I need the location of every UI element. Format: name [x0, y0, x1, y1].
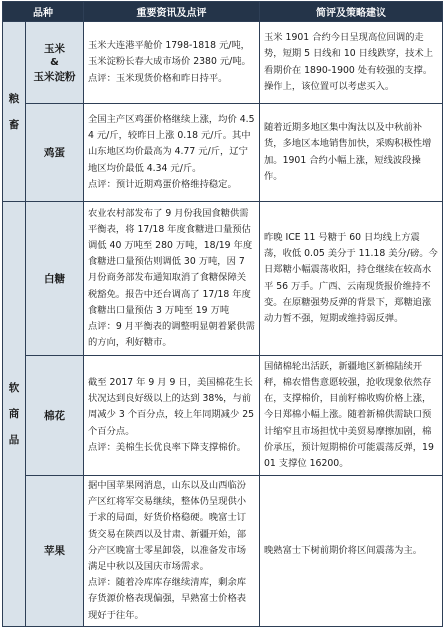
variety-corn: 玉米 & 玉米淀粉	[26, 22, 84, 104]
news-corn: 玉米大连港平舱价 1798-1818 元/吨，玉米淀粉长春大成市场价 2380 元/吨。 点评：玉米现货价格和昨日持平。	[84, 22, 260, 104]
header-advice: 简评及策略建议	[260, 2, 443, 22]
header-news: 重要资讯及点评	[84, 2, 260, 22]
news-egg: 全国主产区鸡蛋价格继续上涨，均价 4.54 元/斤，较昨日上涨 0.18 元/斤。其中山东地区均价最高为 4.77 元/斤，辽宁地区均价最低 4.34 元/斤。 点评：预计近期鸡蛋价格维持稳定。	[84, 104, 260, 202]
variety-cotton: 棉花	[26, 356, 84, 476]
table-row-sugar	[3, 202, 443, 356]
table-row-egg	[3, 104, 443, 202]
table-row-apple	[3, 476, 443, 627]
advice-egg: 随着近期多地区集中淘汰以及中秋前补货，多地区本地销售加快，采购积极性增加。1901 合约小幅上涨，短线波段操作。	[260, 104, 443, 202]
advice-apple: 晚熟富士下树前期价将区间震荡为主。	[260, 476, 443, 627]
variety-apple: 苹果	[26, 476, 84, 627]
variety-egg: 鸡蛋	[26, 104, 84, 202]
commodity-report-table	[2, 1, 443, 627]
news-apple: 据中国苹果网消息，山东以及山西临汾产区红将军交易继续，整体仍呈现供小于求的局面，好货价格稳硬。晚富士订货交易在陕西以及甘肃、新疆开始，部分产区晚富士零星卸袋，以准备发市场满足中秋以及国庆市场需求。 点评：随着冷库库存继续清库，剩余库存货源价格表现偏强，早熟富士价格表现好于往年。	[84, 476, 260, 627]
table-header-row	[3, 2, 443, 22]
header-variety: 品种	[3, 2, 84, 22]
category-soft-commodities: 软商品	[3, 202, 26, 627]
advice-cotton: 国储棉轮出活跃，新疆地区新棉陆续开秤，棉农惜售意愿较强，抢收现象依然存在，支撑棉价，目前籽棉收购价格上涨，今日郑棉小幅上涨。随着新棉供需缺口预计缩窄且市场担忧中美贸易摩擦加剧，棉价承压，预计短期棉价可能震荡反弹，1901 支撑位 16200。	[260, 356, 443, 476]
variety-sugar: 白糖	[26, 202, 84, 356]
table-row-corn	[3, 22, 443, 104]
advice-sugar: 昨晚 ICE 11 号糖于 60 日均线上方震荡，收低 0.05 美分于 11.18 美分/磅。今日郑糖小幅震荡收阳，持仓继续在较高水平 56 万手。广西、云南现货报价维持不变。在原糖强势反弹的背景下，郑糖追涨动力暂不强，短期或维持弱反弹。	[260, 202, 443, 356]
news-cotton: 截至 2017 年 9 月 9 日，美国棉花生长状况达到良好级以上的达到 38%，与前周减少 3 个百分点，较上年同期减少 25 个百分点。 点评：美棉生长优良率下降支撑棉价。	[84, 356, 260, 476]
category-grain-livestock: 粮畜	[3, 22, 26, 202]
advice-corn: 玉米 1901 合约今日呈现高位回调的走势，短期 5 日线和 10 日线跌穿，技术上看期价在 1890-1900 处有较强的支撑。操作上，该位置可以考虑买入。	[260, 22, 443, 104]
table-row-cotton	[3, 356, 443, 476]
news-sugar: 农业农村部发布了 9 月份我国食糖供需平衡表，将 17/18 年度食糖进口量预估调低 40 万吨至 280 万吨，18/19 年度食糖进口量预估则调低 30 万吨，因 7 月份商务部发布通知取消了食糖保障关税豁免。报告中还台调高了 17/18 年度食糖出口量预估 3 万吨至 19 万吨 点评：9 月平衡表的调整明显朝着紧供需的方向，利好糖市。	[84, 202, 260, 356]
